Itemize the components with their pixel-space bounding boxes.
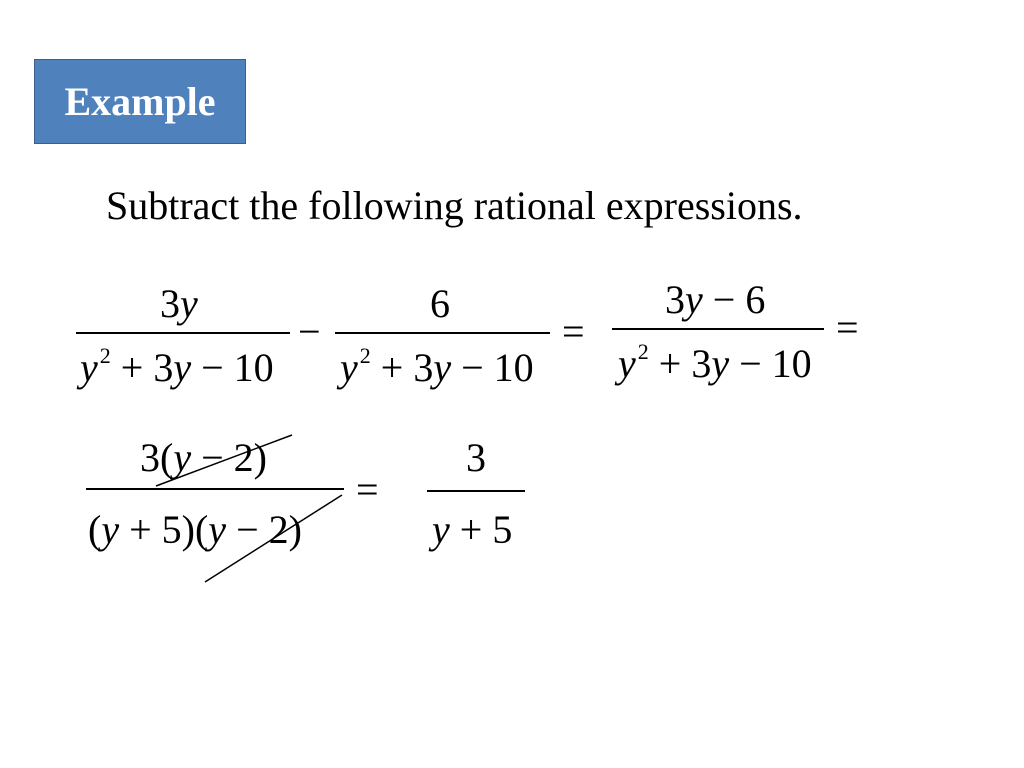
fraction-5-bar: [427, 490, 525, 492]
fraction-1-numerator: 3y: [160, 281, 198, 326]
fraction-4-numerator: 3(y − 2): [140, 435, 267, 480]
example-badge: Example: [34, 59, 246, 144]
fraction-1-denominator: $y^2 + 3y - 10$: [80, 343, 274, 390]
fraction-2-numerator: 6: [430, 281, 450, 326]
instruction-text: Subtract the following rational expressions.: [106, 183, 803, 228]
fraction-2-denominator: $y^2 + 3y - 10$: [340, 343, 534, 390]
cancel-line-numerator: [156, 435, 292, 486]
cancel-line-denominator: [205, 495, 342, 582]
equals-operator-3: =: [356, 467, 379, 512]
fraction-4-denominator: (y + 5)(y − 2): [88, 507, 302, 552]
fraction-3-numerator: 3y − 6: [665, 277, 766, 322]
minus-operator: −: [298, 309, 321, 354]
equals-operator-1: =: [562, 309, 585, 354]
fraction-3-denominator: $y^2 + 3y - 10$: [618, 339, 812, 386]
fraction-5-numerator: 3: [466, 435, 486, 480]
equals-operator-2: =: [836, 305, 859, 350]
fraction-5-denominator: y + 5: [432, 507, 513, 552]
